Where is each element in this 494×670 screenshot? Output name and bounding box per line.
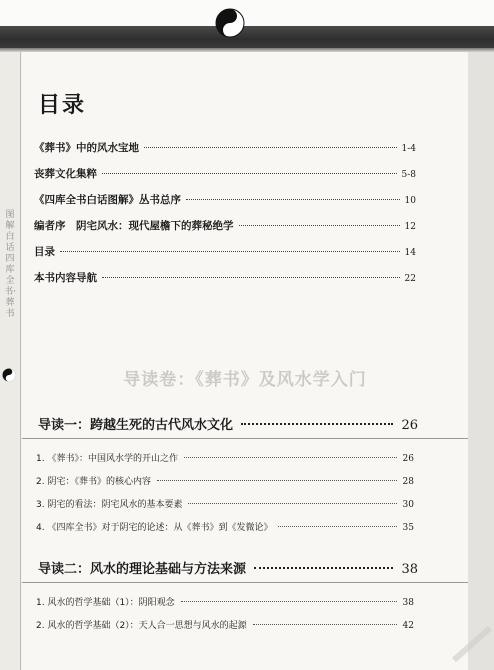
chapter-page: 26 xyxy=(401,418,418,433)
toc-front-matter-list xyxy=(34,140,416,296)
leader-dots xyxy=(102,173,397,174)
yin-yang-small-icon xyxy=(2,368,16,382)
toc-entry-label: 丧葬文化集粹 xyxy=(34,168,97,180)
leader-dots xyxy=(278,526,396,527)
toc-entry[interactable] xyxy=(34,140,416,166)
toc-entry-page: 12 xyxy=(404,222,416,232)
section-page: 42 xyxy=(402,621,414,631)
top-margin xyxy=(0,0,494,26)
toc-entry-label: 本书内容导航 xyxy=(34,272,97,284)
yin-yang-icon xyxy=(215,8,245,38)
header-band xyxy=(0,26,494,48)
leader-dots xyxy=(181,601,397,602)
toc-entry-page: 10 xyxy=(404,196,416,206)
section-entry[interactable] xyxy=(36,451,414,474)
toc-entry-page: 22 xyxy=(404,274,416,284)
toc-entry[interactable] xyxy=(34,166,416,192)
section-page: 30 xyxy=(402,500,414,510)
section-label: 4. 《四库全书》对于阴宅的论述：从《葬书》到《发微论》 xyxy=(36,523,273,533)
leader-dots xyxy=(144,147,397,148)
section-entry[interactable] xyxy=(36,618,414,641)
spine-divider xyxy=(20,52,21,670)
right-page-edge xyxy=(468,52,494,670)
section-entry[interactable] xyxy=(36,497,414,520)
section-entry[interactable] xyxy=(36,595,414,618)
toc-title: 目录 xyxy=(38,92,87,118)
chapter-label: 导读一：跨越生死的古代风水文化 xyxy=(38,418,234,433)
chapter-heading[interactable] xyxy=(38,558,418,577)
section-entry[interactable] xyxy=(36,520,414,543)
leader-dots xyxy=(60,251,400,252)
leader-dots xyxy=(184,457,397,458)
watermark-logo-icon xyxy=(450,624,494,664)
toc-entry[interactable] xyxy=(34,244,416,270)
chapter-page: 38 xyxy=(401,562,418,577)
toc-entry[interactable] xyxy=(34,218,416,244)
section-label: 1. 风水的哲学基础（1）：阴阳观念 xyxy=(36,598,175,608)
toc-entry-label: 编者序 阴宅风水：现代屋檐下的葬秘绝学 xyxy=(34,220,234,232)
chapter-heading[interactable] xyxy=(38,414,418,433)
chapter-divider xyxy=(22,582,468,583)
leader-dots xyxy=(188,503,396,504)
section-label: 2. 阴宅：《葬书》的核心内容 xyxy=(36,477,151,487)
chapter-section-list xyxy=(36,451,414,543)
leader-dots xyxy=(254,567,393,569)
leader-dots xyxy=(253,624,397,625)
toc-entry-page: 14 xyxy=(404,248,416,258)
section-entry[interactable] xyxy=(36,474,414,497)
chapter-divider xyxy=(22,438,468,439)
section-page: 28 xyxy=(402,477,414,487)
section-page: 38 xyxy=(402,598,414,608)
toc-entry-page: 5-8 xyxy=(401,170,416,180)
section-label: 3. 阴宅的看法：阴宅风水的基本要素 xyxy=(36,500,183,510)
section-page: 26 xyxy=(402,454,414,464)
toc-entry-page: 1-4 xyxy=(401,144,416,154)
toc-entry-label: 《葬书》中的风水宝地 xyxy=(34,142,139,154)
leader-dots xyxy=(241,423,393,425)
chapter-section-list xyxy=(36,595,414,641)
left-margin xyxy=(0,52,20,670)
leader-dots xyxy=(102,277,400,278)
toc-entry-label: 《四库全书白话图解》丛书总序 xyxy=(34,194,181,206)
section-label: 1. 《葬书》：中国风水学的开山之作 xyxy=(36,454,178,464)
toc-entry[interactable] xyxy=(34,192,416,218)
section-page: 35 xyxy=(402,523,414,533)
leader-dots xyxy=(186,199,400,200)
chapter-label: 导读二：风水的理论基础与方法来源 xyxy=(38,562,247,577)
side-book-title: 图解白话四库全书·葬书 xyxy=(4,210,16,319)
leader-dots xyxy=(239,225,400,226)
section-label: 2. 风水的哲学基础（2）：天人合一思想与风水的起源 xyxy=(36,621,247,631)
leader-dots xyxy=(157,480,397,481)
toc-entry[interactable] xyxy=(34,270,416,296)
part-title: 导读卷：《葬书》及风水学入门 xyxy=(123,370,367,390)
toc-entry-label: 目录 xyxy=(34,246,55,258)
